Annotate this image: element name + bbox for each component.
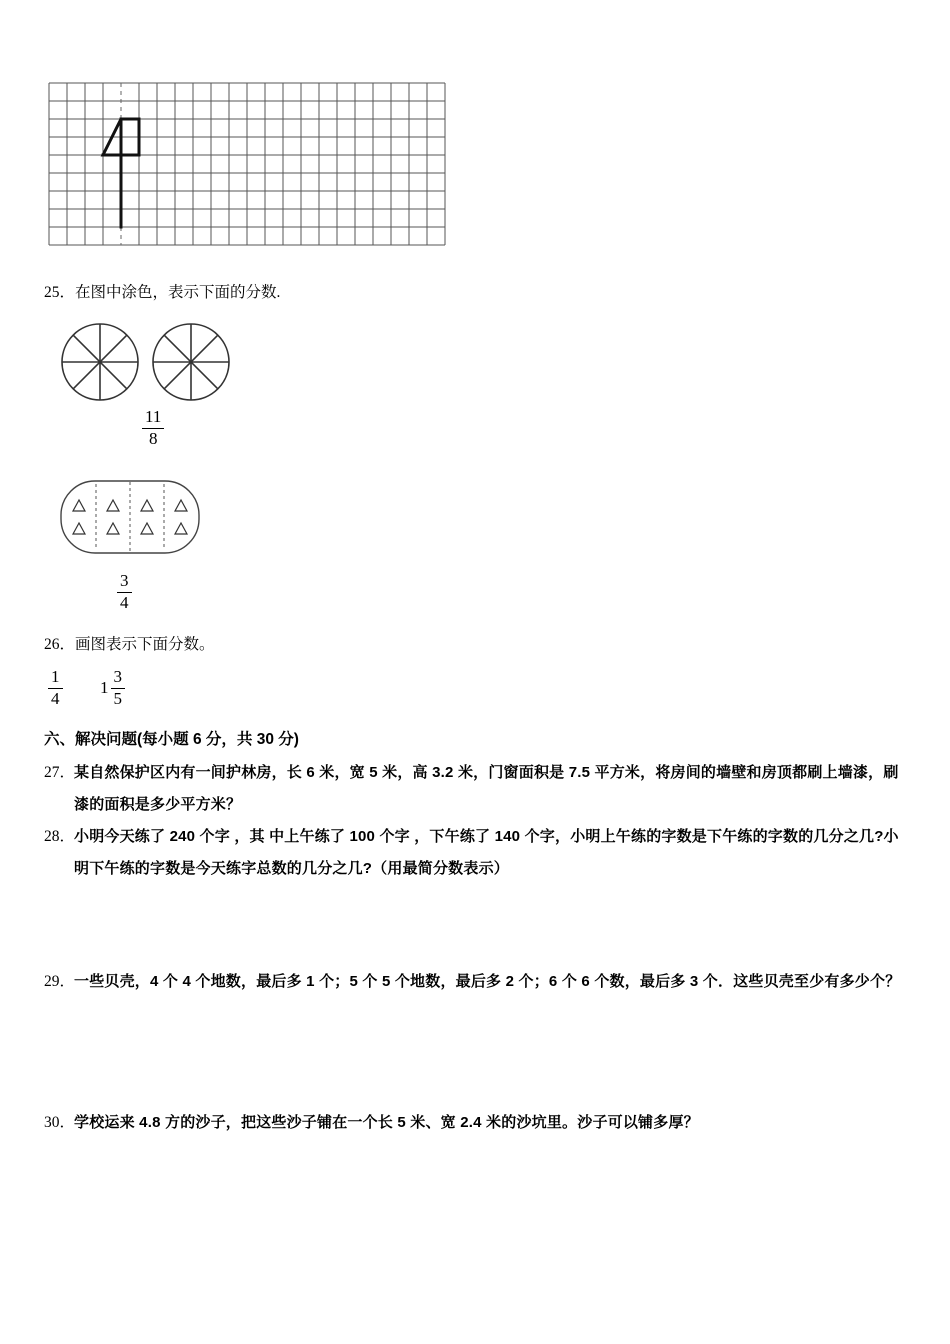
fraction-denominator: 4: [51, 688, 60, 708]
question-25-number: 25．: [44, 284, 76, 301]
problem-29-number: 29．: [44, 973, 76, 990]
question-25-text: 在图中涂色，表示下面的分数.: [75, 284, 281, 301]
section-heading-six: 六、解决问题(每小题 6 分，共 30 分): [44, 731, 299, 748]
fraction-denominator: 5: [113, 688, 122, 708]
problem-29: [44, 966, 904, 998]
question-26-number: 26．: [44, 636, 76, 653]
eighths-circles-figure: [58, 318, 238, 406]
mixed-number-whole-part: 1: [100, 678, 109, 698]
question-26: [44, 630, 215, 660]
question-26-text: 画图表示下面分数。: [75, 636, 215, 653]
fraction-numerator: 3: [111, 668, 126, 689]
problem-28-number: 28．: [44, 828, 76, 845]
graph-paper-figure: [48, 82, 454, 262]
fraction-numerator: 1: [48, 668, 63, 689]
fraction-numerator: 11: [142, 408, 164, 429]
fraction-denominator: 4: [120, 592, 129, 612]
fraction-denominator: 8: [148, 428, 158, 448]
fraction-eleven-eighths: [142, 408, 164, 448]
problem-27-text: 某自然保护区内有一间护林房，长 6 米，宽 5 米，高 3.2 米，门窗面积是 7.5 平方米，将房间的墙壁和房顶都刷上墙漆，刷漆的面积是多少平方米？: [74, 764, 899, 813]
problem-28-text: 小明今天练了 240 个字 ，其 中上午练了 100 个字 ，下午练了 140 个字，小明上午练的字数是下午练的字数的几分之几?小明下午练的字数是今天练字总数的几分之几?（用最简分数表示）: [74, 828, 899, 877]
problem-27-number: 27．: [44, 764, 76, 781]
fraction-one-quarter: [48, 668, 63, 708]
fraction-three-quarters: [117, 572, 132, 612]
problem-28: [44, 821, 904, 885]
problem-30-text: 学校运来 4.8 方的沙子，把这些沙子铺在一个长 5 米、宽 2.4 米的沙坑里。沙子可以铺多厚？: [74, 1114, 699, 1131]
problem-30: [44, 1107, 904, 1139]
question-25: [44, 278, 280, 308]
problem-29-text: 一些贝壳，4 个 4 个地数，最后多 1 个；5 个 5 个地数，最后多 2 个；6 个 6 个数，最后多 3 个．这些贝壳至少有多少个？: [74, 973, 901, 990]
problem-27: [44, 757, 904, 821]
fraction-numerator: 3: [117, 572, 132, 593]
capsule-triangles-figure: [58, 478, 208, 558]
mixed-number-one-and-three-fifths: [100, 668, 125, 708]
problem-30-number: 30．: [44, 1114, 76, 1131]
